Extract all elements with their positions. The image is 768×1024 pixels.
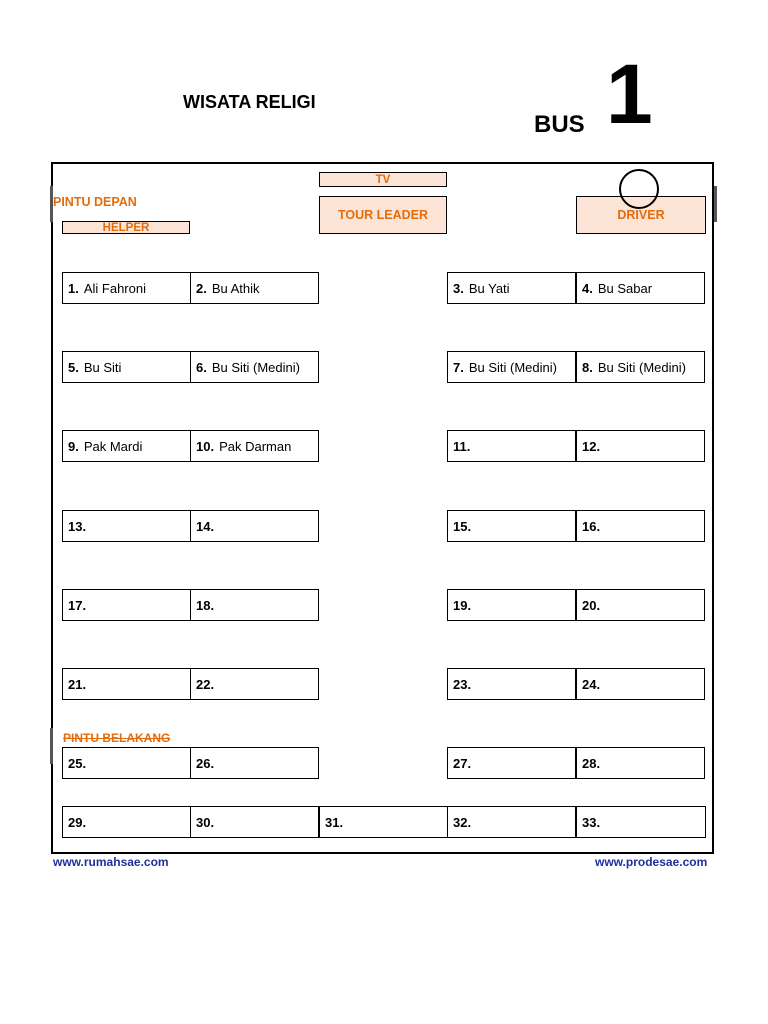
seat-9 <box>62 430 191 462</box>
seat-29 <box>62 806 191 838</box>
seat-33 <box>576 806 706 838</box>
seat-7 <box>447 351 576 383</box>
driver-door-marker <box>714 186 717 222</box>
helper-seat: HELPER <box>62 221 190 234</box>
seat-16 <box>576 510 705 542</box>
footer-link-right[interactable]: www.prodesae.com <box>595 855 708 869</box>
page-title: WISATA RELIGI <box>183 92 316 112</box>
seat-14 <box>190 510 319 542</box>
seat-number: 1. <box>68 280 79 296</box>
seat-19 <box>447 589 576 621</box>
seat-13 <box>62 510 191 542</box>
seat-number: 17. <box>68 597 87 613</box>
seat-number: 19. <box>453 597 472 613</box>
seat-17 <box>62 589 191 621</box>
passenger-name: Pak Mardi <box>83 438 143 454</box>
seat-24 <box>576 668 705 700</box>
seat-number: 16. <box>582 518 601 534</box>
seat-18 <box>190 589 319 621</box>
seat-number: 30. <box>196 814 215 830</box>
seat-28 <box>576 747 705 779</box>
back-door-marker <box>50 728 53 764</box>
seat-number: 31. <box>325 814 344 830</box>
seat-number: 13. <box>68 518 87 534</box>
seat-number: 32. <box>453 814 472 830</box>
seat-32 <box>447 806 576 838</box>
seat-number: 21. <box>68 676 87 692</box>
seat-2 <box>190 272 319 304</box>
seat-number: 15. <box>453 518 472 534</box>
seat-number: 8. <box>582 359 593 375</box>
seat-number: 6. <box>196 359 207 375</box>
seat-21 <box>62 668 191 700</box>
seat-number: 9. <box>68 438 79 454</box>
seat-30 <box>190 806 319 838</box>
bus-number: 1 <box>606 47 653 141</box>
seat-number: 29. <box>68 814 87 830</box>
seat-number: 25. <box>68 755 87 771</box>
passenger-name: Pak Darman <box>219 438 292 454</box>
seat-number: 3. <box>453 280 464 296</box>
seat-4 <box>576 272 705 304</box>
seat-number: 10. <box>196 438 215 454</box>
seat-22 <box>190 668 319 700</box>
seat-number: 22. <box>196 676 215 692</box>
seat-number: 11. <box>453 438 471 454</box>
seat-number: 27. <box>453 755 472 771</box>
seat-12 <box>576 430 705 462</box>
seat-31 <box>319 806 448 838</box>
seat-number: 20. <box>582 597 601 613</box>
passenger-name: Ali Fahroni <box>83 280 146 296</box>
seat-number: 23. <box>453 676 472 692</box>
steering-wheel-icon <box>619 169 659 209</box>
passenger-name: Bu Yati <box>468 280 510 296</box>
seat-23 <box>447 668 576 700</box>
seat-number: 14. <box>196 518 215 534</box>
seat-8 <box>576 351 705 383</box>
seat-number: 7. <box>453 359 464 375</box>
seat-6 <box>190 351 319 383</box>
back-door-label: PINTU BELAKANG <box>63 731 171 745</box>
passenger-name: Bu Athik <box>211 280 260 296</box>
seat-number: 18. <box>196 597 215 613</box>
seat-27 <box>447 747 576 779</box>
passenger-name: Bu Sabar <box>597 280 653 296</box>
seat-11 <box>447 430 576 462</box>
seat-10 <box>190 430 319 462</box>
seat-15 <box>447 510 576 542</box>
seat-25 <box>62 747 191 779</box>
front-door-label: PINTU DEPAN <box>53 195 137 209</box>
footer-link-left[interactable]: www.rumahsae.com <box>53 855 169 869</box>
driver-seat: DRIVER <box>576 196 706 234</box>
seat-3 <box>447 272 576 304</box>
tour-leader-seat: TOUR LEADER <box>319 196 447 234</box>
seat-number: 33. <box>582 814 601 830</box>
seat-number: 24. <box>582 676 601 692</box>
tv-box: TV <box>319 172 447 187</box>
passenger-name: Bu Siti <box>83 359 122 375</box>
passenger-name: Bu Siti (Medini) <box>211 359 300 375</box>
seat-number: 2. <box>196 280 207 296</box>
passenger-name: Bu Siti (Medini) <box>597 359 686 375</box>
passenger-name: Bu Siti (Medini) <box>468 359 557 375</box>
seat-20 <box>576 589 705 621</box>
seat-1 <box>62 272 191 304</box>
seat-number: 26. <box>196 755 215 771</box>
seat-number: 5. <box>68 359 79 375</box>
bus-label: BUS <box>534 111 585 138</box>
seat-number: 12. <box>582 438 601 454</box>
seat-number: 28. <box>582 755 601 771</box>
seat-5 <box>62 351 191 383</box>
seat-number: 4. <box>582 280 593 296</box>
seat-26 <box>190 747 319 779</box>
